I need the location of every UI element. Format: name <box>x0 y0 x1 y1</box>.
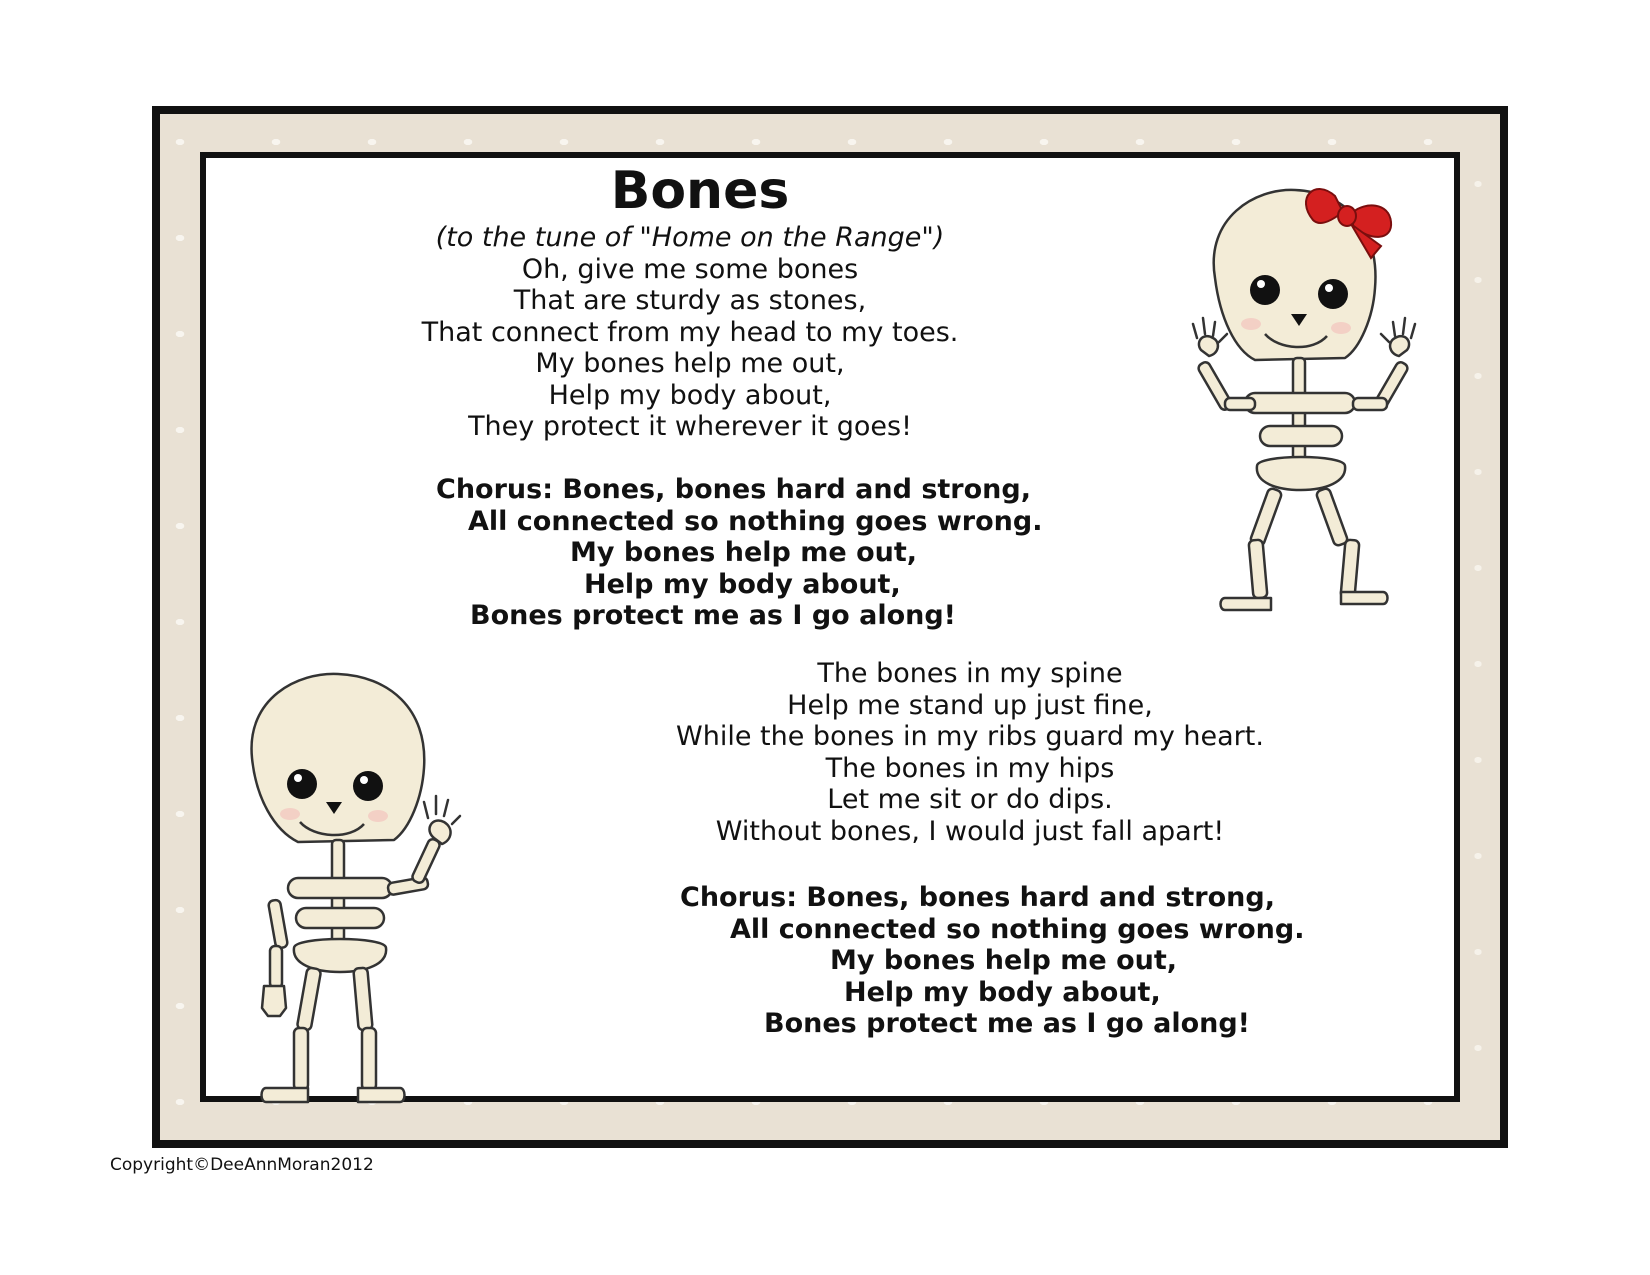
chorus-line: All connected so nothing goes wrong. <box>730 913 1305 945</box>
chorus-line: Bones protect me as I go along! <box>470 600 956 631</box>
chorus-line: Bones protect me as I go along! <box>764 1008 1250 1039</box>
verse-line: While the bones in my ribs guard my heart. <box>676 721 1264 752</box>
verse-line: Oh, give me some bones <box>521 253 859 285</box>
chorus-line: My bones help me out, <box>570 537 918 568</box>
verse-line: The bones in my spine <box>817 658 1123 689</box>
skeleton-girl-with-red-bow-icon <box>1175 178 1435 618</box>
copyright-notice: Copyright©DeeAnnMoran2012 <box>110 1155 374 1175</box>
verse-two <box>660 658 1280 847</box>
chorus-line: Chorus: Bones, bones hard and strong, <box>436 474 1031 505</box>
chorus-line: Chorus: Bones, bones hard and strong, <box>680 882 1275 913</box>
verse-line: Help my body about, <box>548 379 832 411</box>
verse-line: That are sturdy as stones, <box>513 285 867 316</box>
verse-line: The bones in my hips <box>825 752 1115 784</box>
chorus-one <box>436 474 1043 632</box>
skeleton-boy-waving-icon <box>238 668 478 1108</box>
verse-one <box>400 222 980 443</box>
chorus-line: My bones help me out, <box>830 945 1178 976</box>
chorus-two <box>680 882 1305 1040</box>
verse-line: Let me sit or do dips. <box>827 784 1113 815</box>
verse-line: Without bones, I would just fall apart! <box>715 815 1225 847</box>
verse-line: Help me stand up just fine, <box>787 689 1153 721</box>
page-title: Bones <box>610 161 790 221</box>
chorus-line: Help my body about, <box>844 976 1161 1008</box>
verse-line: That connect from my head to my toes. <box>421 316 959 348</box>
chorus-line: All connected so nothing goes wrong. <box>468 505 1043 537</box>
verse-line: My bones help me out, <box>535 348 845 379</box>
chorus-line: Help my body about, <box>584 568 901 600</box>
verse-line: They protect it wherever it goes! <box>468 411 912 442</box>
tune-subtitle: (to the tune of "Home on the Range") <box>435 222 945 253</box>
